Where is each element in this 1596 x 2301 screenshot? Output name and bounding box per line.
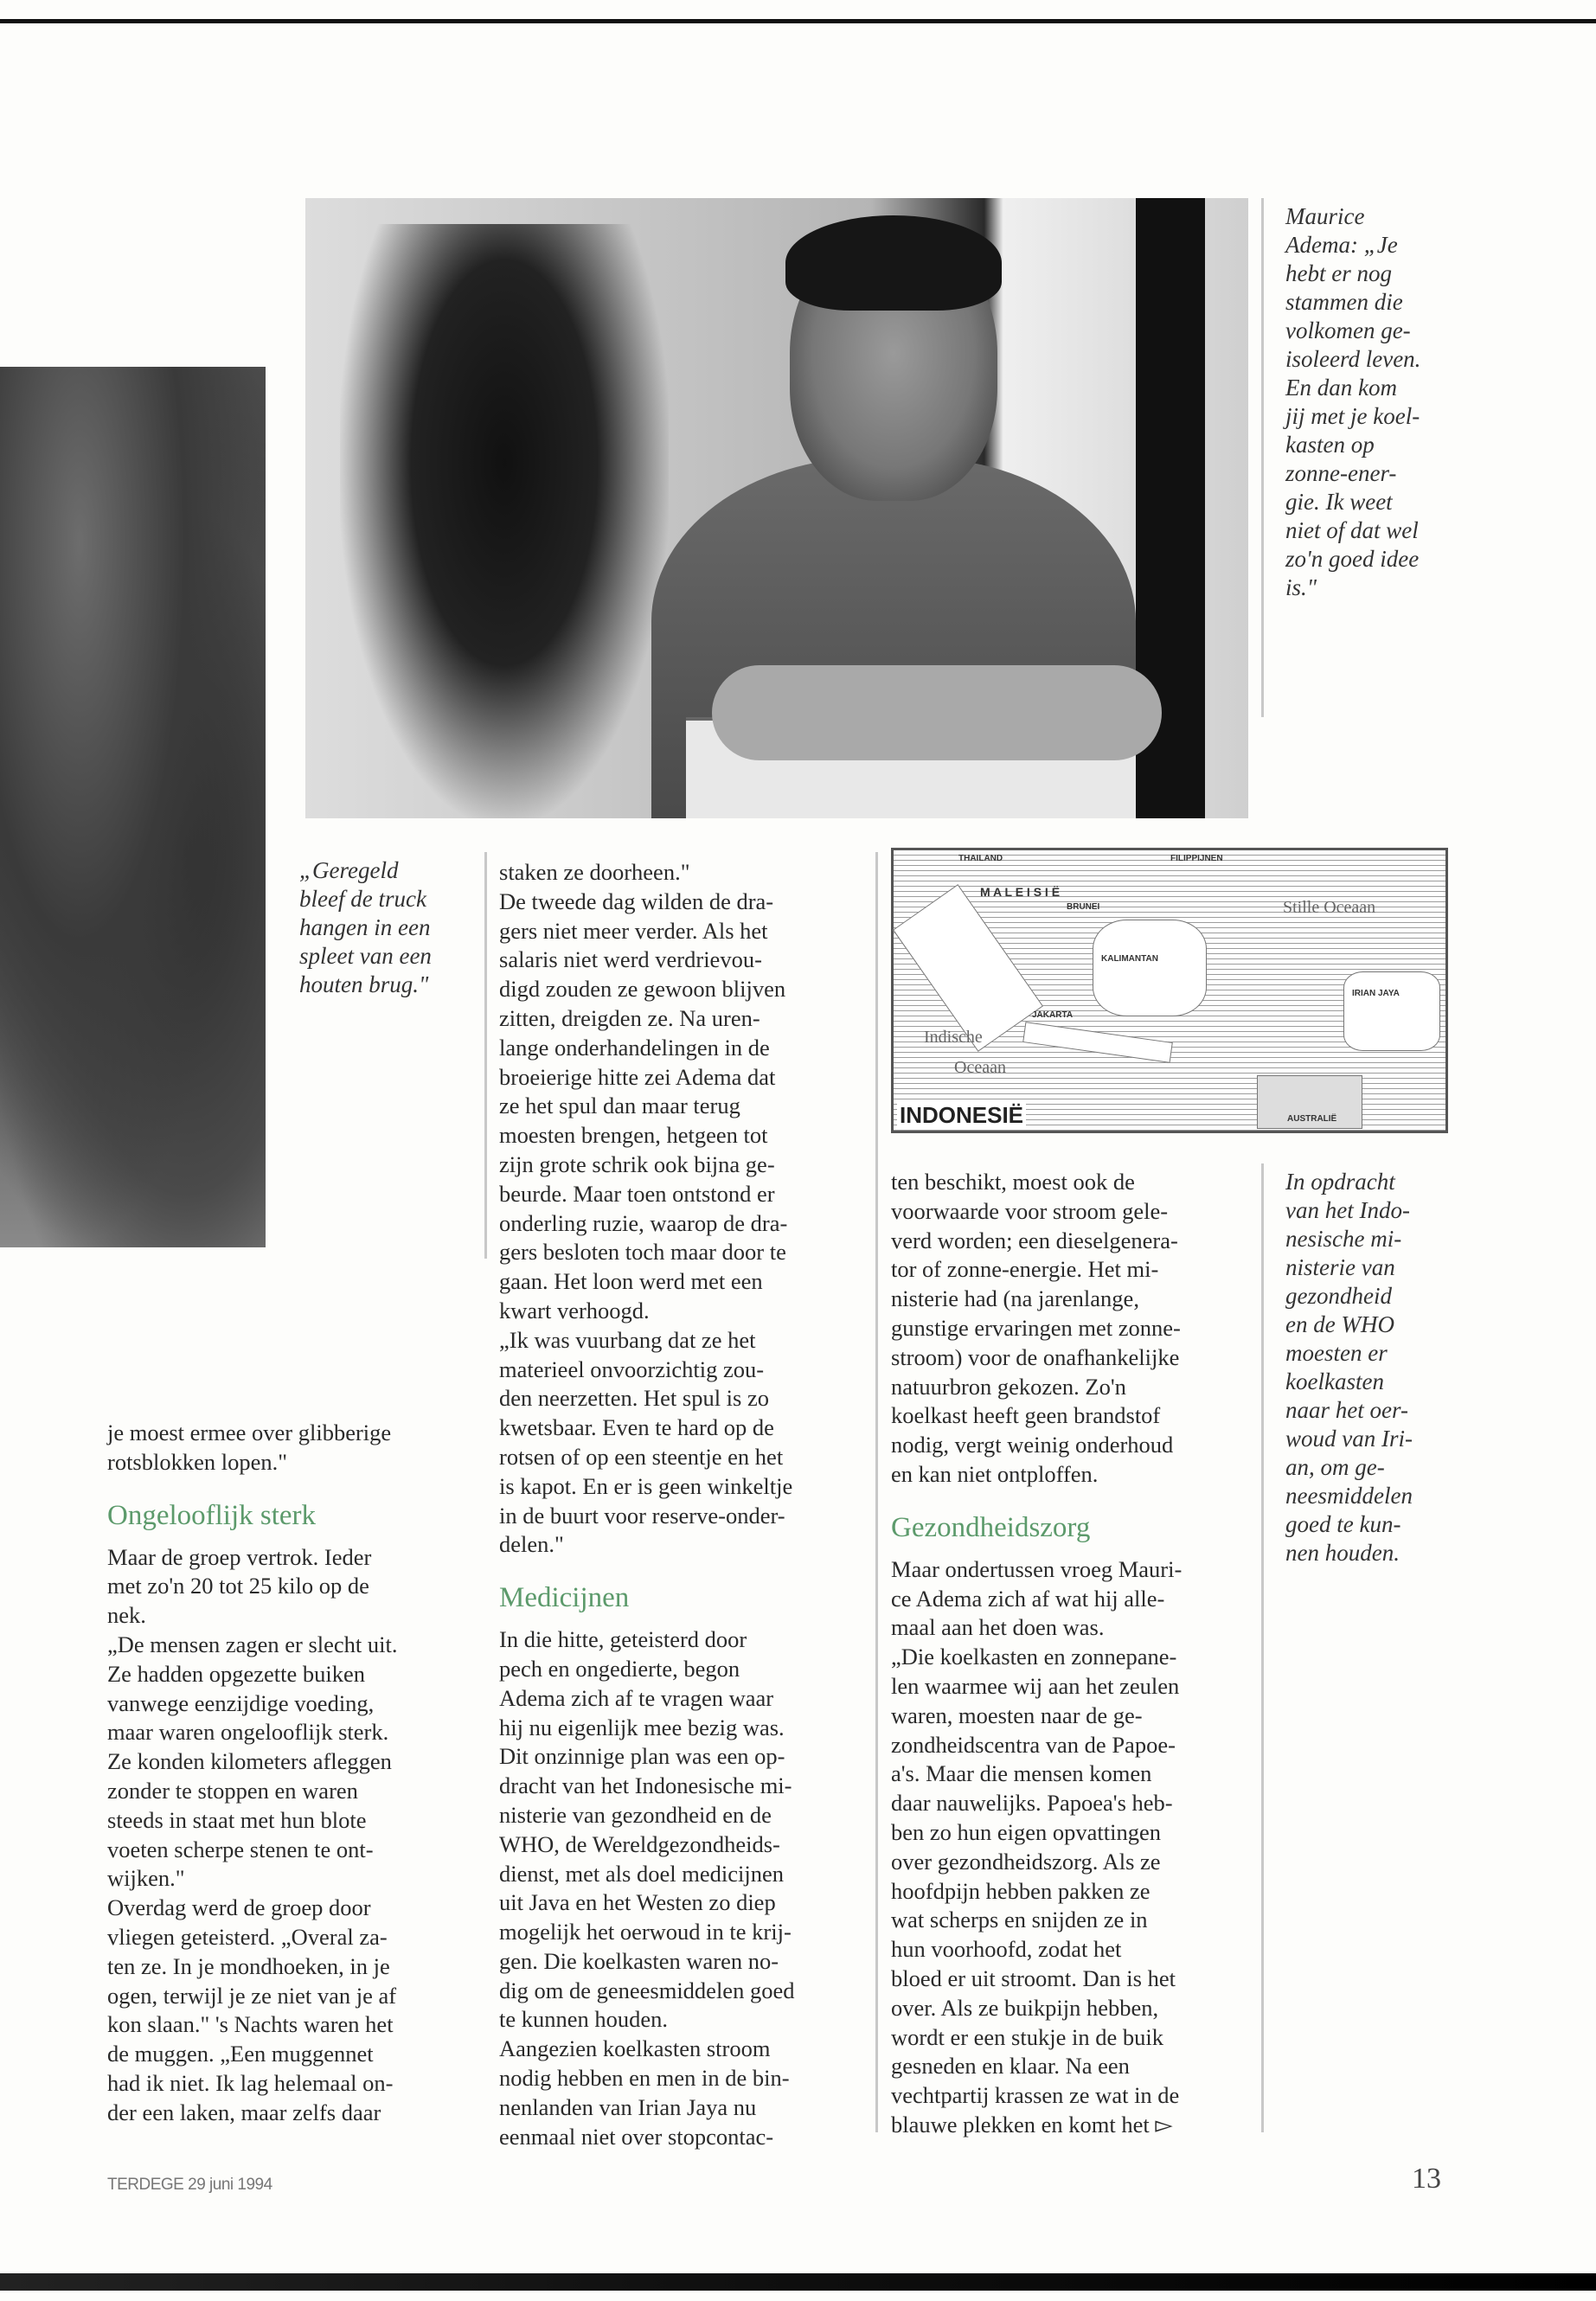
text-line: nen houden. [1285, 1540, 1400, 1566]
indonesia-map [891, 848, 1448, 1133]
text-line: kwart verhoogd. [499, 1297, 650, 1324]
text-line: had ik niet. Ik lag helemaal on- [107, 2069, 394, 2096]
text-line: gie. Ik weet [1285, 489, 1393, 515]
text-line: in de buurt voor reserve-onder- [499, 1502, 785, 1529]
text-line: WHO, de Wereldgezondheids- [499, 1830, 780, 1857]
text-line: ben zo hun eigen opvattingen [891, 1818, 1162, 1845]
maurice-adema-portrait-photo [305, 198, 1248, 818]
text-line: hebt er nog [1285, 260, 1392, 286]
text-line: en kan niet ontploffen. [891, 1460, 1099, 1487]
text-line: „De mensen zagen er slecht uit. [107, 1631, 398, 1657]
text-line: rotsblokken lopen." [107, 1448, 288, 1475]
text-line: zitten, dreigden ze. Na uren- [499, 1004, 760, 1031]
text-line: zonder te stoppen en waren [107, 1777, 358, 1804]
text-line: maal aan het doen was. [891, 1614, 1105, 1641]
text-line: digd zouden ze gewoon blijven [499, 976, 786, 1003]
text-line: je moest ermee over glibberige [107, 1420, 392, 1445]
text-line: gen. Die koelkasten waren no- [499, 1947, 779, 1974]
text-line: houten brug." [299, 971, 429, 997]
text-line: nodig, vergt weinig onderhoud [891, 1432, 1174, 1458]
text-line: dienst, met als doel medicijnen [499, 1860, 784, 1887]
palm-plant [340, 224, 669, 818]
sidebar-quote-ministry [1285, 1168, 1458, 1567]
text-line: bleef de truck [299, 886, 426, 912]
text-line: gesneden en klaar. Na een [891, 2053, 1130, 2080]
text-line: hun voorhoofd, zodat het [891, 1936, 1122, 1963]
map-title: INDONESIË [897, 1102, 1026, 1129]
text-line: broeierige hitte zei Adema dat [499, 1063, 776, 1090]
text-line: Dit onzinnige plan was een op- [499, 1743, 785, 1770]
text-line: Aangezien koelkasten stroom [499, 2035, 771, 2062]
text-line: nisterie van gezondheid en de [499, 1801, 772, 1828]
text-line: gaan. Het loon werd met een [499, 1268, 763, 1295]
text-line: uit Java en het Westen zo diep [499, 1889, 776, 1916]
text-line: volkomen ge- [1285, 317, 1411, 343]
text-line: ze het spul dan maar terug [499, 1093, 740, 1119]
map-kalimantan [1093, 920, 1207, 1016]
text-line: mogelijk het oerwoud in te krij- [499, 1919, 792, 1945]
text-line: nek. [107, 1602, 146, 1629]
text-line: „Die koelkasten en zonnepane- [891, 1644, 1177, 1670]
text-line: maar waren ongelooflijk sterk. [107, 1719, 389, 1746]
map-label: IRIAN JAYA [1352, 989, 1400, 998]
text-line: En dan kom [1285, 375, 1397, 401]
text-line: van het Indo- [1285, 1197, 1410, 1223]
map-label: Indische [924, 1028, 983, 1047]
text-line: gunstige ervaringen met zonne- [891, 1314, 1181, 1341]
map-label: JAKARTA [1032, 1010, 1074, 1020]
text-line: „Ik was vuurbang dat ze het [499, 1326, 756, 1353]
text-line: kon slaan." 's Nachts waren het [107, 2011, 394, 2038]
text-line: hoofdpijn hebben pakken ze [891, 1877, 1151, 1904]
text-line: an, om ge- [1285, 1454, 1385, 1480]
text-line: daar nauwelijks. Papoea's heb- [891, 1790, 1173, 1817]
text-line: Overdag werd de groep door [107, 1894, 371, 1921]
map-irian-jaya [1343, 971, 1440, 1051]
text-line: de muggen. „Een muggennet [107, 2041, 374, 2067]
text-line: isoleerd leven. [1285, 346, 1421, 372]
text-line: onderling ruzie, waarop de dra- [499, 1209, 788, 1236]
text-line: Adema: „Je [1285, 232, 1398, 258]
text-line: nenlanden van Irian Jaya nu [499, 2093, 757, 2120]
column-rule [1261, 1163, 1264, 2132]
paragraph [499, 1625, 849, 2151]
text-line: De tweede dag wilden de dra- [499, 888, 774, 914]
text-line: beurde. Maar toen ontstond er [499, 1180, 775, 1207]
paragraph [107, 1419, 458, 1477]
text-line: neesmiddelen [1285, 1483, 1413, 1509]
text-line: eenmaal niet over stopcontac- [499, 2123, 774, 2150]
text-line: moesten er [1285, 1340, 1388, 1366]
map-label: KALIMANTAN [1101, 954, 1158, 964]
text-line: der een laken, maar zelfs daar [107, 2099, 381, 2125]
text-line: nodig hebben en men in de bin- [499, 2065, 790, 2092]
map-sumatra [893, 884, 1043, 1052]
text-line: zondheidscentra van de Papoe- [891, 1731, 1176, 1758]
text-line: is kapot. En er is geen winkeltje [499, 1472, 793, 1499]
person-arm [712, 665, 1162, 760]
text-line: dracht van het Indonesische mi- [499, 1772, 792, 1799]
text-line: wijken." [107, 1865, 185, 1892]
text-line: gezondheid [1285, 1283, 1392, 1309]
text-line: ten ze. In je mondhoeken, in je [107, 1952, 390, 1979]
text-line: vliegen geteisterd. „Overal za- [107, 1923, 388, 1950]
text-line: moesten brengen, hetgeen tot [499, 1122, 768, 1149]
text-line: nisterie had (na jarenlange, [891, 1285, 1139, 1312]
pull-quote-truck [299, 856, 472, 999]
text-line: verd worden; een dieselgenera- [891, 1227, 1178, 1253]
text-line: gers niet meer verder. Als het [499, 917, 768, 944]
page-number: 13 [1412, 2163, 1441, 2195]
text-line: en de WHO [1285, 1311, 1394, 1337]
text-line: met zo'n 20 tot 25 kilo op de [107, 1573, 369, 1599]
text-line: koelkasten [1285, 1368, 1384, 1394]
text-line: steeds in staat met hun blote [107, 1806, 367, 1833]
text-line: koelkast heeft geen brandstof [891, 1402, 1161, 1429]
article-column-3 [891, 1168, 1241, 2140]
text-line: „Geregeld [299, 857, 399, 883]
text-line: salaris niet werd verdrievou- [499, 946, 762, 973]
text-line: nesische mi- [1285, 1226, 1402, 1252]
text-line: voeten scherpe stenen te ont- [107, 1836, 374, 1862]
text-line: delen." [499, 1531, 564, 1558]
pull-quote-adema [1285, 202, 1458, 602]
text-line: stammen die [1285, 289, 1403, 315]
paragraph [499, 858, 849, 1560]
text-line: rotsen of op een steentje en het [499, 1443, 784, 1470]
map-label: BRUNEI [1067, 902, 1100, 912]
text-line: ten beschikt, moest ook de [891, 1169, 1135, 1195]
paragraph [107, 1543, 458, 2128]
text-line: dig om de geneesmiddelen goed [499, 1977, 795, 2003]
text-line: kwetsbaar. Even te hard op de [499, 1414, 774, 1441]
text-line: zo'n goed idee [1285, 546, 1420, 572]
text-line: nisterie van [1285, 1254, 1395, 1280]
article-column-1 [107, 1419, 458, 2128]
column-rule [484, 852, 487, 1259]
text-line: lange onderhandelingen in de [499, 1034, 770, 1061]
map-label: Stille Oceaan [1283, 898, 1376, 917]
map-java [1022, 1022, 1173, 1063]
publication-footer: TERDEGE 29 juni 1994 [107, 2176, 272, 2194]
text-line: spleet van een [299, 943, 432, 969]
bottom-border-rule [0, 2273, 1596, 2291]
text-line: In opdracht [1285, 1169, 1395, 1195]
text-line: den neerzetten. Het spul is zo [499, 1385, 769, 1412]
text-line: vanwege eenzijdige voeding, [107, 1689, 375, 1716]
jungle-porters-photo [0, 367, 266, 1247]
text-line: ce Adema zich af wat hij alle- [891, 1585, 1165, 1612]
text-line: waren, moesten naar de ge- [891, 1702, 1143, 1728]
paragraph [891, 1168, 1241, 1490]
text-line: In die hitte, geteisterd door [499, 1626, 747, 1653]
text-line: tor of zonne-energie. Het mi- [891, 1256, 1159, 1283]
text-line: vechtpartij krassen ze wat in de [891, 2082, 1180, 2109]
text-line: Maar ondertussen vroeg Mauri- [891, 1555, 1183, 1582]
text-line: staken ze doorheen." [499, 859, 690, 885]
text-line: over. Als ze buikpijn hebben, [891, 1994, 1159, 2021]
text-line: Maar de groep vertrok. Ieder [107, 1543, 372, 1570]
text-line: woud van Iri- [1285, 1426, 1413, 1452]
text-line: is." [1285, 574, 1317, 600]
text-line: bloed er uit stroomt. Dan is het [891, 1965, 1176, 1991]
text-line: blauwe plekken en komt het ▻ [891, 2111, 1173, 2138]
map-label: FILIPPIJNEN [1170, 854, 1223, 863]
text-line: stroom) voor de onafhankelijke [891, 1343, 1180, 1370]
article-column-2 [499, 858, 849, 2151]
text-line: Ze konden kilometers afleggen [107, 1748, 392, 1775]
text-line: wat scherps en snijden ze in [891, 1907, 1148, 1933]
text-line: goed te kun- [1285, 1511, 1401, 1537]
section-heading: Gezondheidszorg [891, 1511, 1091, 1543]
column-rule [875, 852, 878, 2132]
text-line: Maurice [1285, 203, 1365, 229]
column-rule [1261, 198, 1264, 717]
map-label: AUSTRALIË [1287, 1114, 1337, 1124]
text-line: len waarmee wij aan het zeulen [891, 1672, 1180, 1699]
map-label: Oceaan [954, 1058, 1006, 1077]
text-line: Ze hadden opgezette buiken [107, 1660, 365, 1687]
text-line: hij nu eigenlijk mee bezig was. [499, 1714, 785, 1740]
text-line: hangen in een [299, 914, 431, 940]
text-line: wordt er een stukje in de buik [891, 2023, 1163, 2050]
text-line: jij met je koel- [1285, 403, 1420, 429]
text-line: naar het oer- [1285, 1397, 1408, 1423]
section-heading: Medicijnen [499, 1582, 630, 1614]
text-line: pech en ongedierte, begon [499, 1655, 740, 1682]
text-line: voorwaarde voor stroom gele- [891, 1197, 1169, 1224]
text-line: natuurbron gekozen. Zo'n [891, 1373, 1126, 1400]
person-hair [785, 215, 1002, 311]
text-line: gers besloten toch maar door te [499, 1239, 786, 1266]
text-line: kasten op [1285, 432, 1375, 458]
text-line: zijn grote schrik ook bijna ge- [499, 1150, 775, 1177]
map-label: THAILAND [958, 854, 1003, 863]
section-heading: Ongelooflijk sterk [107, 1499, 317, 1531]
text-line: a's. Maar die mensen komen [891, 1760, 1152, 1787]
text-line: materieel onvoorzichtig zou- [499, 1356, 765, 1382]
paragraph [891, 1555, 1241, 2140]
text-line: niet of dat wel [1285, 517, 1419, 543]
map-label: M A L E I S I Ë [980, 885, 1061, 899]
text-line: te kunnen houden. [499, 2006, 669, 2033]
top-border-rule [0, 19, 1596, 23]
text-line: ogen, terwijl je ze niet van je af [107, 1982, 397, 2009]
text-line: over gezondheidszorg. Als ze [891, 1848, 1161, 1875]
text-line: zonne-ener- [1285, 460, 1397, 486]
text-line: Adema zich af te vragen waar [499, 1684, 774, 1711]
